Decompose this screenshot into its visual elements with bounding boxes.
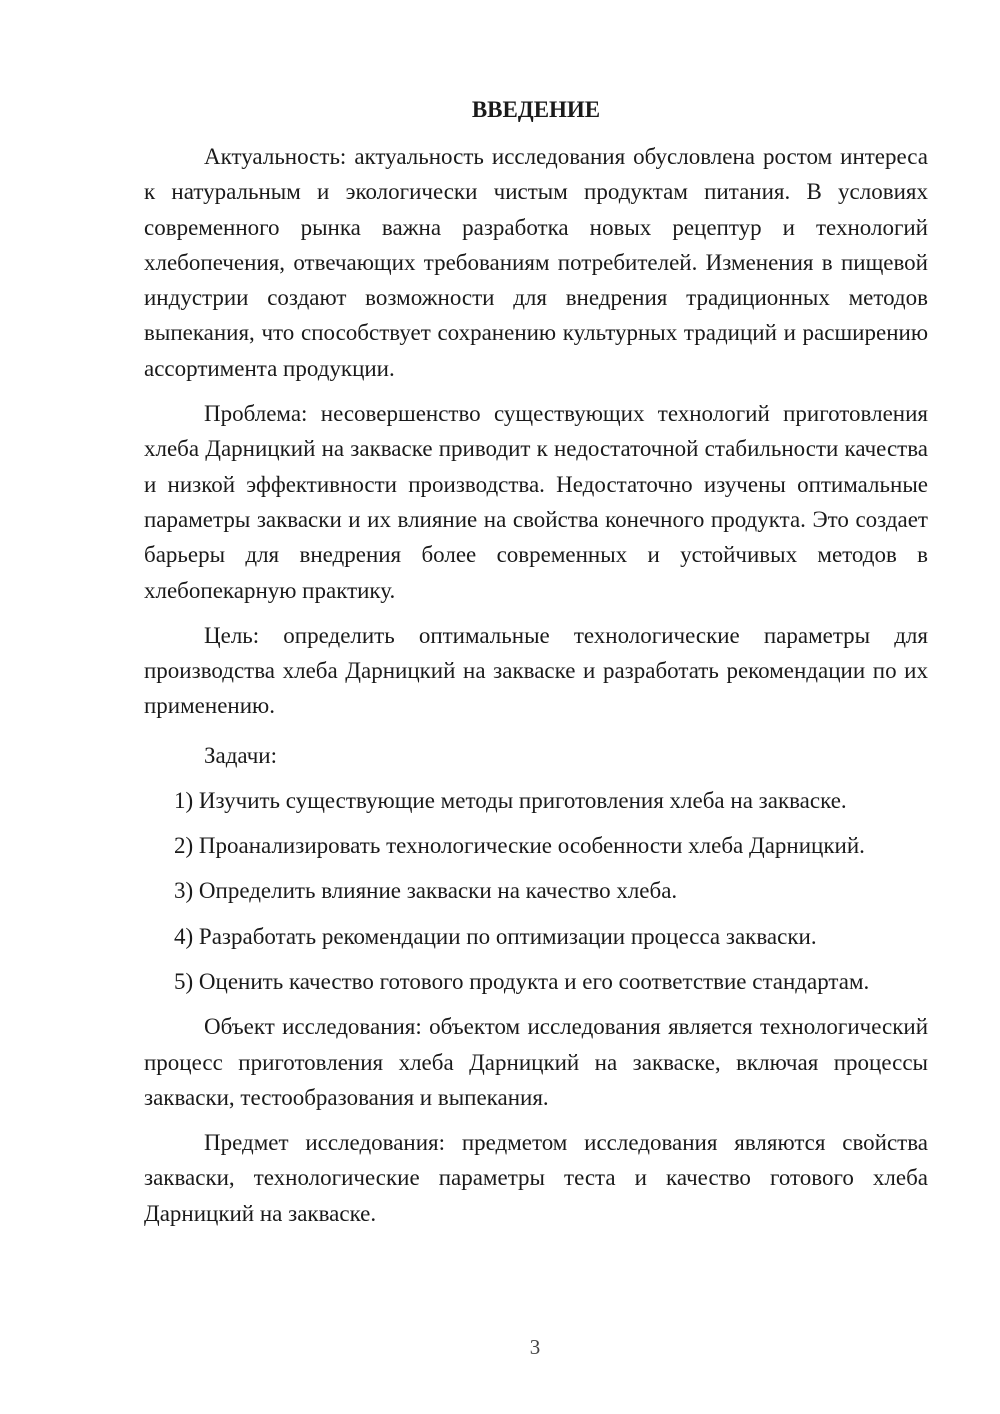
document-body: [144, 92, 928, 1241]
paragraph-goal: Цель: определить оптимальные технологические параметры для производства хлеба Дарницкий на закваске и разработать рекомендации по их применению.: [144, 622, 928, 719]
task-item: 5) Оценить качество готового продукта и его соответствие стандартам.: [174, 968, 870, 994]
section-heading: ВВЕДЕНИЕ: [471, 97, 601, 122]
page-number: 3: [529, 1335, 541, 1359]
paragraph-object: Объект исследования: объектом исследования является технологический процесс приготовления хлеба Дарницкий на закваске, включая процессы закваски, тестообразования и выпекания.: [144, 1014, 928, 1110]
task-item: 2) Проанализировать технологические особенности хлеба Дарницкий.: [174, 833, 865, 859]
task-item: 1) Изучить существующие методы приготовления хлеба на закваске.: [174, 787, 847, 813]
paragraph-subject: Предмет исследования: предметом исследования являются свойства закваски, технологические параметры теста и качество готового хлеба Дарницкий на закваске.: [144, 1130, 928, 1226]
tasks-label: Задачи:: [204, 742, 277, 768]
paragraph-relevance: Актуальность: актуальность исследования обусловлена ростом интереса к натуральным и экологически чистым продуктам питания. В условиях современного рынка важна разработка новых рецептур и технологий хлебопечения, отвечающих требованиям потребителей. Изменения в пищевой индустрии создают возможности для внедрения традиционных методов выпекания, что способствует сохранению культурных традиций и расширению ассортимента продукции.: [144, 144, 928, 381]
task-item: 4) Разработать рекомендации по оптимизации процесса закваски.: [174, 923, 817, 949]
paragraph-problem: Проблема: несовершенство существующих технологий приготовления хлеба Дарницкий на закваске приводит к недостаточной стабильности качества и низкой эффективности производства. Недостаточно изучены оптимальные параметры закваски и их влияние на свойства конечного продукта. Это создает барьеры для внедрения более современных и устойчивых методов в хлебопекарную практику.: [144, 401, 928, 603]
task-list: [144, 783, 928, 999]
task-item: 3) Определить влияние закваски на качество хлеба.: [174, 878, 678, 904]
